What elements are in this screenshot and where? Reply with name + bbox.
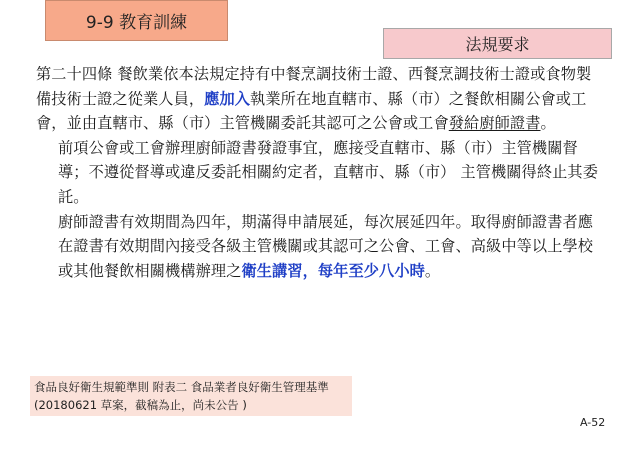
reference-line-1: 食品良好衛生規範準則 附表二 食品業者良好衛生管理基準 xyxy=(34,380,329,394)
p3-emphasis: 衛生講習，每年至少八小時 xyxy=(241,261,425,280)
paragraph-2: 前項公會或工會辦理廚師證書發證事宜，應接受直轄市、縣（市）主管機關督導；不遵從督導或違反委託相關約定者，直轄市、縣（市） 主管機關得終止其委託。 xyxy=(58,138,598,206)
p1-emphasis: 應加入 xyxy=(204,89,251,108)
requirement-tag-label: 法規要求 xyxy=(465,35,530,54)
section-title-tab xyxy=(45,0,228,41)
p1-underlined: 發給廚師證書 xyxy=(448,114,541,133)
p3-text-a: 廚師證書有效期間為四年，期滿得申請展延，每次展延四年。取得廚師證書者應在證書有效期間內接受各級主管機關或其認可之公會、工會、高級中等以上學校或其他餐飲相關機構辦理之 xyxy=(58,212,594,280)
paragraph-3 xyxy=(36,210,602,284)
p3-text-b: 。 xyxy=(424,261,441,280)
reference-line-2: (20180621 草案，截稿為止，尚未公告 ) xyxy=(34,398,247,412)
p1-text-a: 第二十四條 餐飲業依本法規定持有中餐烹調技術士證、西餐烹調技術士證或食物製備技術士證之從業人員， xyxy=(36,65,592,108)
page-number: A-52 xyxy=(580,416,606,429)
section-title: 9-9 教育訓練 xyxy=(85,13,188,33)
requirement-tag xyxy=(383,28,612,59)
regulation-text xyxy=(36,62,602,283)
p1-text-c: 。 xyxy=(540,114,556,133)
reference-source xyxy=(30,376,352,416)
p1-text-b: 執業所在地直轄市、縣（市）之餐飲相關公會或工會，並由直轄市、縣（市）主管機關委託其認可之公會或工會 xyxy=(36,89,587,133)
paragraph-1 xyxy=(36,62,602,136)
